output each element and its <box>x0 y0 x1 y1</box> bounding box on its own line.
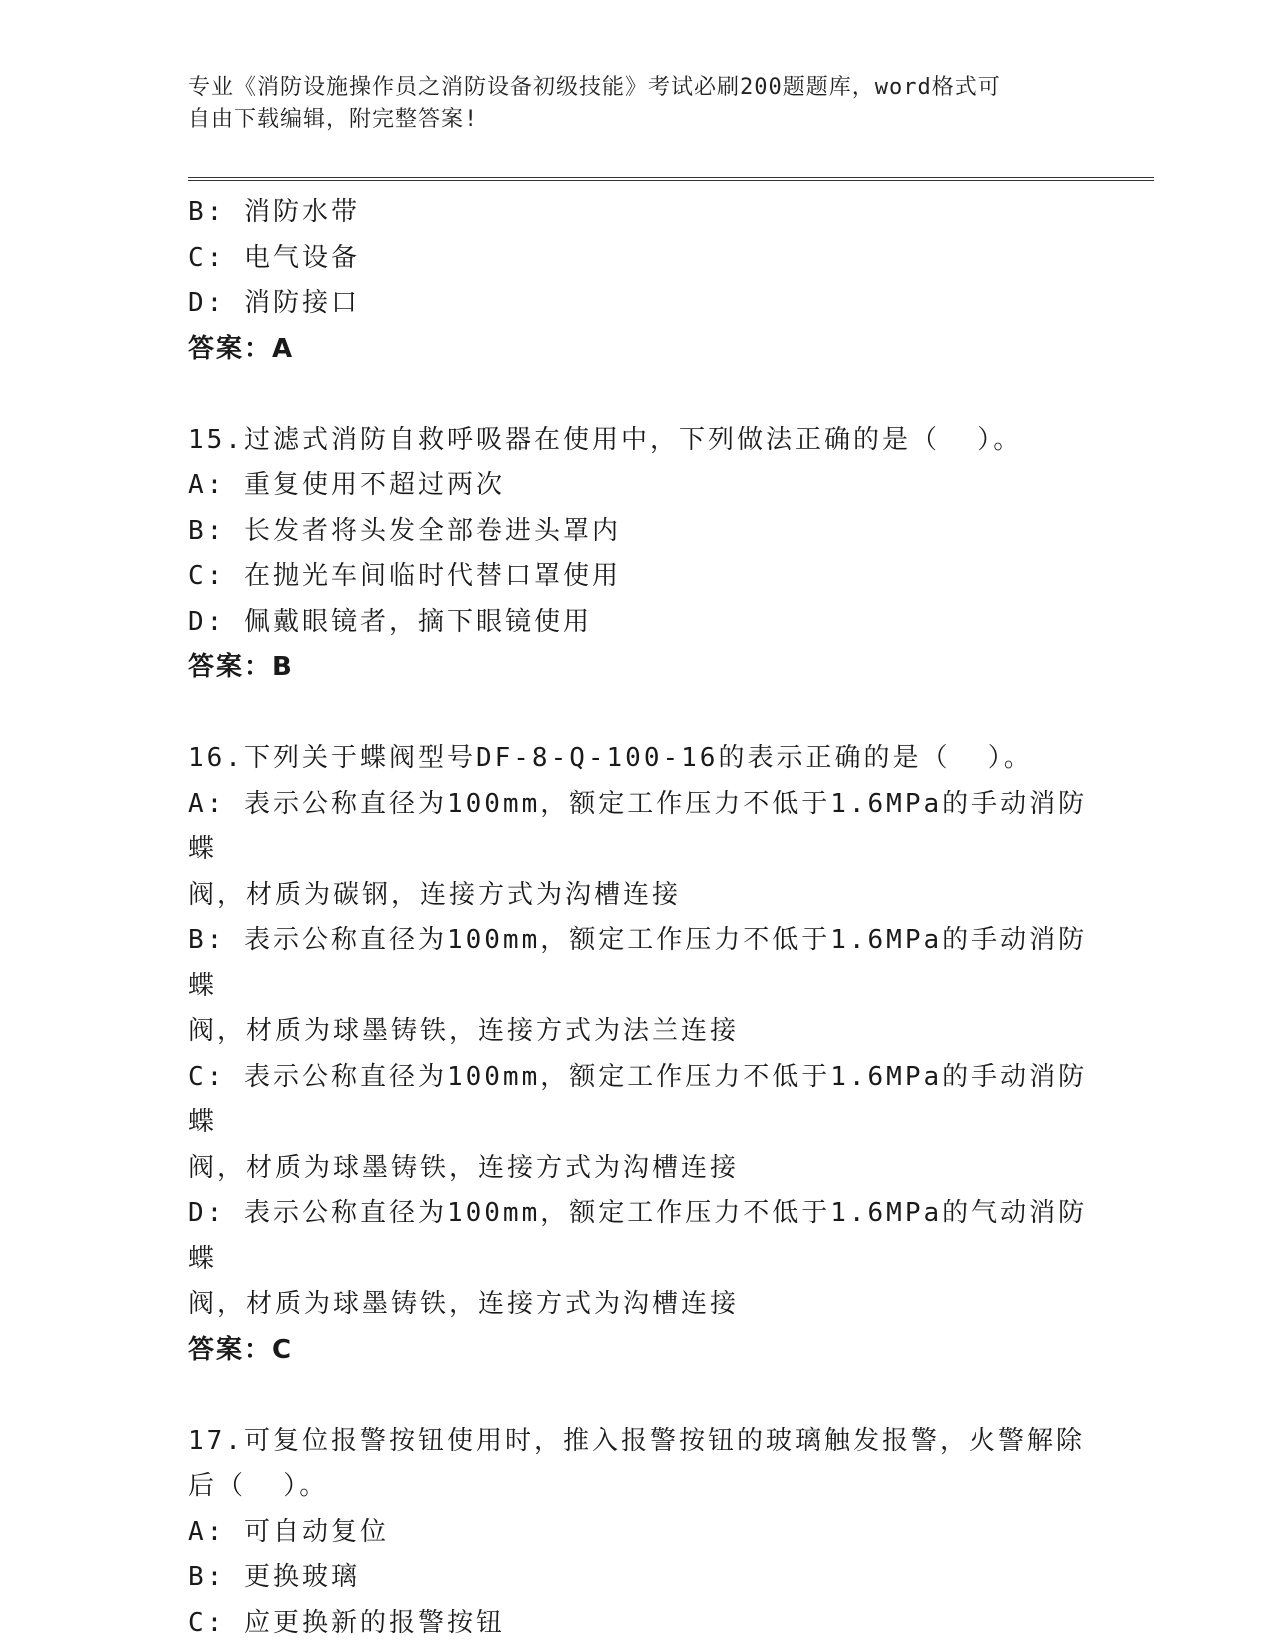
question-text-line-2: 后（ ）。 <box>188 1471 329 1501</box>
answer-label: 答案：A <box>188 333 295 364</box>
option-b <box>188 918 1088 1055</box>
answer-label: 答案：B <box>188 652 294 682</box>
header-line-2: 自由下载编辑，附完整答案! <box>188 107 479 132</box>
option-b: B: 消防水带 <box>188 197 360 227</box>
page-header <box>188 72 1088 136</box>
answer-label: 答案：C <box>188 1334 294 1365</box>
option-a: A: 重复使用不超过两次 <box>188 470 505 500</box>
question-gap <box>188 372 1088 418</box>
option-c <box>188 1055 1088 1192</box>
option-b: B: 更换玻璃 <box>188 1562 360 1592</box>
option-line-1: C: 表示公称直径为100mm，额定工作压力不低于1.6MPa的手动消防蝶 <box>188 1061 1088 1137</box>
question-text: 15.过滤式消防自救呼吸器在使用中，下列做法正确的是（ ）。 <box>188 424 1023 455</box>
option-line-2: 阀，材质为球墨铸铁，连接方式为沟槽连接 <box>188 1152 740 1183</box>
option-c: C: 应更换新的报警按钮 <box>188 1607 505 1638</box>
question-block-17 <box>188 1419 1088 1647</box>
option-line-1: A: 表示公称直径为100mm，额定工作压力不低于1.6MPa的手动消防蝶 <box>188 788 1088 864</box>
question-block-15 <box>188 418 1088 691</box>
option-b: B: 长发者将头发全部卷进头罩内 <box>188 515 621 546</box>
option-c: C: 电气设备 <box>188 242 360 273</box>
question-gap <box>188 1373 1088 1419</box>
option-d <box>188 1191 1088 1328</box>
option-a <box>188 782 1088 919</box>
question-text-line-1: 17.可复位报警按钮使用时，推入报警按钮的玻璃触发报警，火警解除 <box>188 1425 1085 1456</box>
option-line-2: 阀，材质为球墨铸铁，连接方式为沟槽连接 <box>188 1289 740 1319</box>
option-d: D: 消防接口 <box>188 288 360 318</box>
option-a: A: 可自动复位 <box>188 1516 389 1547</box>
option-d: D: 佩戴眼镜者，摘下眼镜使用 <box>188 606 592 637</box>
question-block-16 <box>188 736 1088 1373</box>
header-line-1: 专业《消防设施操作员之消防设备初级技能》考试必刷200题题库，word格式可 <box>188 75 1001 100</box>
question-text: 16.下列关于蝶阀型号DF-8-Q-100-16的表示正确的是（ ）。 <box>188 743 1033 773</box>
option-line-1: B: 表示公称直径为100mm，额定工作压力不低于1.6MPa的手动消防蝶 <box>188 925 1088 1001</box>
question-content <box>188 190 1088 1646</box>
option-c: C: 在抛光车间临时代替口罩使用 <box>188 561 621 591</box>
question-gap <box>188 691 1088 737</box>
header-divider <box>188 177 1154 181</box>
question-block-14 <box>188 190 1088 372</box>
option-line-1: D: 表示公称直径为100mm，额定工作压力不低于1.6MPa的气动消防蝶 <box>188 1198 1088 1274</box>
option-line-2: 阀，材质为球墨铸铁，连接方式为法兰连接 <box>188 1016 740 1046</box>
option-line-2: 阀，材质为碳钢，连接方式为沟槽连接 <box>188 879 682 910</box>
